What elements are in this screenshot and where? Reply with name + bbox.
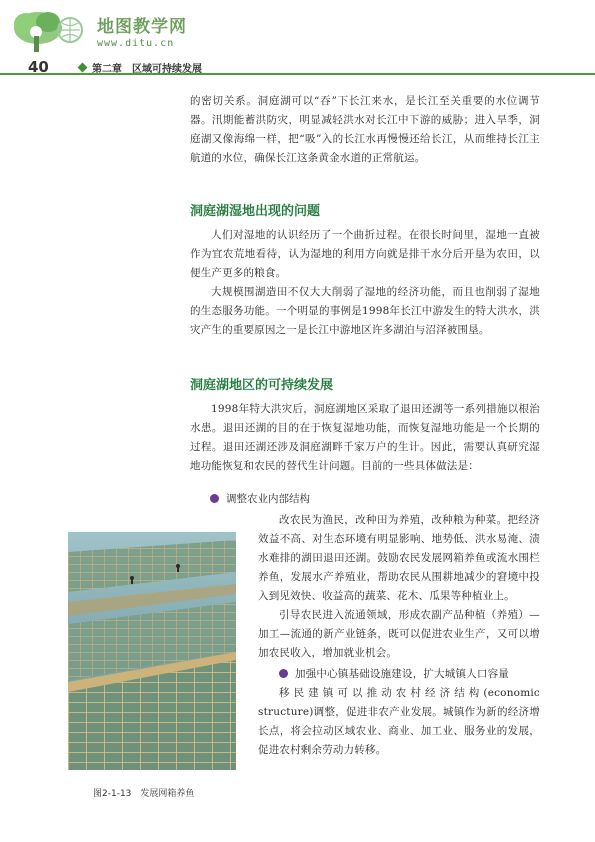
figure-caption: 图2-1-13 发展网箱养鱼: [93, 789, 195, 799]
site-url[interactable]: www.ditu.cn: [97, 38, 175, 49]
section1-paragraph: 人们对湿地的认识经历了一个曲折过程。在很长时间里，湿地一直被作为宜农荒地看待，认为湿地的利用方向就是排干水分后开垦为农田，以便生产更多的粮食。: [190, 229, 540, 279]
site-name: 地图教学网: [97, 17, 187, 37]
chapter-label: 第二章 区域可持续发展: [92, 64, 202, 75]
bullet1-paragraph: 改农民为渔民，改种田为养殖，改种粮为种菜。把经济效益不高、对生态环境有明显影响、地势低、洪水易淹、渍水难排的湖田退田还湖。鼓励农民发展网箱养鱼或流水围栏养鱼，发展水产养殖业，帮助农民从围耕地减少的窘境中投入到见效快、收益高的蔬菜、花木、瓜果等种植业上。: [258, 514, 540, 602]
bullet-dot-icon: [210, 494, 219, 503]
bullet2-paragraph: 移民建镇可以推动农村经济结构(economic structure)调整，促进非农产业发展。城镇作为新的经济增长点，将会拉动区域农业、商业、加工业、服务业的发展，促进农村剩余劳动力转移。: [258, 687, 540, 756]
intro-paragraph: 的密切关系。洞庭湖可以“吞”下长江来水，是长江至关重要的水位调节器。汛期能蓄洪防灾，明显减轻洪水对长江中下游的威胁；进入旱季，洞庭湖又像海绵一样，把“吸”入的长江水再慢慢还给长江，从而维持长江主航道的水位，确保长江这条黄金水道的正常航运。: [190, 95, 540, 164]
fish-farm-photo: [68, 532, 236, 770]
section2-body: [190, 400, 540, 476]
header-rule: [0, 73, 595, 75]
bullet-label: 加强中心镇基础设施建设，扩大城镇人口容量: [295, 668, 509, 680]
bullet-item: [210, 491, 310, 506]
bullet1-paragraph: 引导农民进入流通领域，形成农副产品种植（养殖）—加工—流通的新产业链条，既可以促进农业生产，又可以增加农民收入，增加就业机会。: [258, 609, 540, 659]
section-heading-sustainable-development: 洞庭湖地区的可持续发展: [190, 378, 334, 393]
section1-paragraph: 大规模围湖造田不仅大大削弱了湿地的经济功能，而且也削弱了湿地的生态服务功能。一个明显的事例是1998年长江中游发生的特大洪水，洪灾产生的重要原因之一是长江中游地区许多湖泊与沼泽被围垦。: [190, 286, 540, 336]
page-number: 40: [28, 58, 49, 76]
bullet2-heading: [258, 665, 540, 684]
section2-paragraph: 1998年特大洪灾后，洞庭湖地区采取了退田还湖等一系列措施以根治水患。退田还湖的目的在于恢复湿地功能，而恢复湿地功能是一个长期的过程。退田还湖还涉及洞庭湖畔千家万户的生计。因此，需要认真研究湿地功能恢复和农民的替代生计问题。目前的一些具体做法是：: [190, 403, 540, 472]
bullet-label: 调整农业内部结构: [226, 493, 310, 505]
intro-block: [190, 92, 540, 168]
section-heading-wetland-problems: 洞庭湖湿地出现的问题: [190, 204, 321, 219]
ditu-logo-tree-icon: [10, 8, 90, 56]
bullet-dot-icon: [279, 669, 288, 678]
diamond-icon: [78, 63, 88, 73]
section1-body: [190, 226, 540, 340]
bullet1-body: [258, 511, 540, 760]
